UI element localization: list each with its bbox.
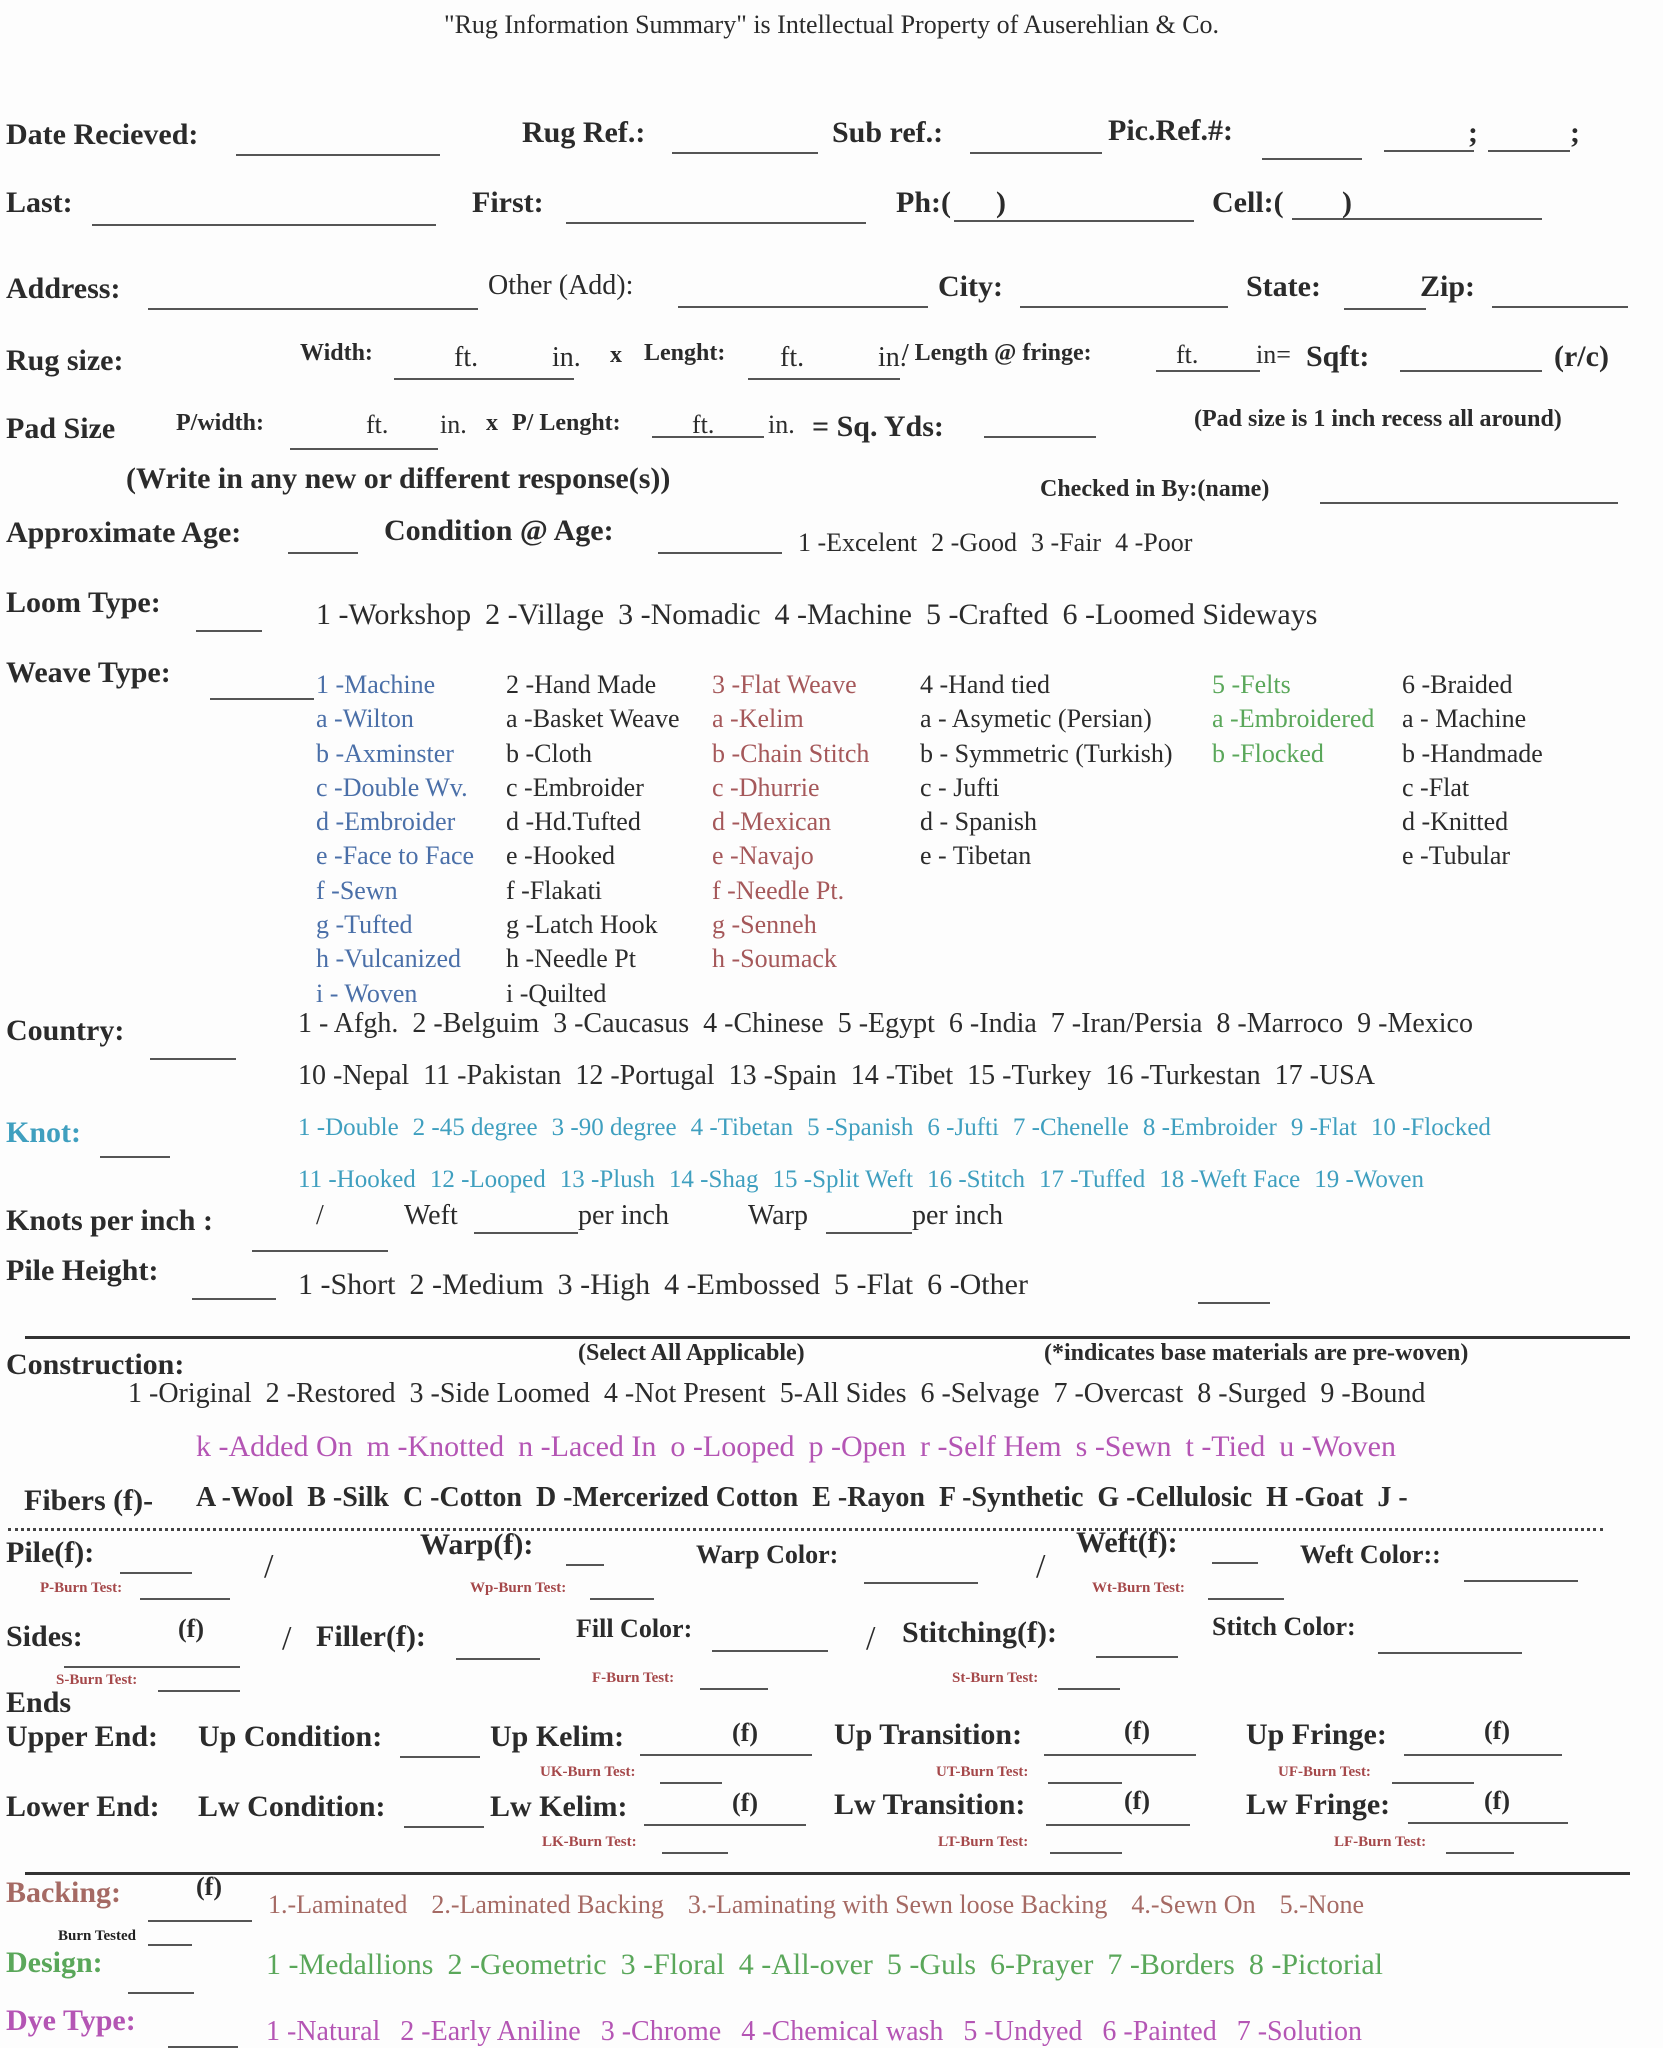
date-received-label: Date Recieved:	[6, 118, 199, 151]
up-transition-label: Up Transition:	[834, 1718, 1023, 1751]
condition-field[interactable]	[658, 552, 782, 554]
stitching-fiber-field[interactable]	[1096, 1656, 1178, 1658]
knots-per-inch-field[interactable]	[252, 1250, 388, 1252]
knot-field[interactable]	[100, 1156, 170, 1158]
design-label: Design:	[6, 1946, 103, 1979]
sub-ref-field[interactable]	[970, 152, 1102, 154]
loom-type-options	[316, 598, 1331, 632]
backing-options: 1.-Laminated 2.-Laminated Backing 3.-Laminating with Sewn loose Backing 4.-Sewn On 5.-None	[268, 1890, 1365, 1919]
up-condition-label: Up Condition:	[198, 1720, 383, 1753]
lf-burn-test-label: LF-Burn Test:	[1334, 1834, 1427, 1850]
knot-options-line2: 11 -Hooked 12 -Looped 13 -Plush 14 -Shag 15 -Split Weft 16 -Stitch 17 -Tuffed 18 -Weft Face 19 -Woven	[298, 1166, 1425, 1193]
weave-column-hand-tied: 4 -Hand tied a - Asymetic (Persian) b - Symmetric (Turkish) c - Jufti d - Spanish e - Tibetan	[920, 670, 1173, 871]
weave-column-flat-weave: 3 -Flat Weave a -Kelim b -Chain Stitch c -Dhurrie d -Mexican e -Navajo f -Needle Pt. g -Senneh h -Soumack	[712, 670, 870, 974]
width-ft-unit: ft.	[454, 342, 479, 373]
pile-height-label: Pile Height:	[6, 1254, 159, 1287]
fringe-in-unit: in=	[1256, 340, 1291, 369]
state-field[interactable]	[1344, 308, 1426, 310]
sq-yds-label: = Sq. Yds:	[812, 410, 944, 443]
lw-transition-field[interactable]	[1046, 1824, 1190, 1826]
up-kelim-label: Up Kelim:	[490, 1720, 625, 1753]
lk-burn-test-label: LK-Burn Test:	[542, 1834, 637, 1850]
pad-width-in-unit: in.	[440, 410, 467, 439]
stitching-burn-test-field[interactable]	[1058, 1688, 1120, 1690]
lw-kelim-field[interactable]	[644, 1824, 806, 1826]
sub-ref-label: Sub ref.:	[832, 116, 944, 149]
pic-ref-separator: ;	[1570, 116, 1580, 149]
warp-color-label: Warp Color:	[696, 1540, 839, 1569]
fringe-ft-unit: ft.	[1176, 340, 1199, 369]
weft-color-field[interactable]	[1464, 1580, 1578, 1582]
stitch-color-label: Stitch Color:	[1212, 1612, 1356, 1641]
pad-width-ft-unit: ft.	[366, 410, 389, 439]
cell-close-paren: )	[1342, 186, 1352, 219]
pile-height-field[interactable]	[192, 1298, 276, 1300]
sq-yds-field[interactable]	[984, 436, 1096, 438]
burn-tested-field[interactable]	[148, 1944, 192, 1946]
pad-size-label: Pad Size	[6, 412, 116, 445]
lw-fringe-field[interactable]	[1408, 1822, 1568, 1824]
zip-label: Zip:	[1420, 270, 1476, 303]
separator-slash: /	[866, 1620, 876, 1657]
up-fringe-label: Up Fringe:	[1246, 1718, 1387, 1751]
fibers-label: Fibers (f)-	[24, 1484, 154, 1517]
width-in-unit: in.	[552, 342, 581, 373]
fiber-options: A -Wool B -Silk C -Cotton D -Mercerized Cotton E -Rayon F -Synthetic G -Cellulosic H -Goat J -	[196, 1482, 1408, 1513]
warp-burn-test-label: Wp-Burn Test:	[470, 1580, 567, 1596]
pad-length-field[interactable]	[652, 436, 764, 438]
weave-column-machine: 1 -Machine a -Wilton b -Axminster c -Double Wv. d -Embroider e -Face to Face f -Sewn g -Tufted h -Vulcanized i - Woven	[316, 670, 475, 1008]
loom-option: 3 -Nomadic	[618, 598, 761, 631]
lw-fringe-fiber-marker: (f)	[1484, 1786, 1510, 1815]
cell-field[interactable]	[1292, 218, 1542, 220]
phone-label: Ph:(	[896, 186, 951, 219]
up-condition-field[interactable]	[400, 1756, 480, 1758]
weave-column-felts: 5 -Felts a -Embroidered b -Flocked	[1212, 670, 1375, 768]
address-label: Address:	[6, 272, 121, 305]
pile-burn-test-label: P-Burn Test:	[40, 1580, 123, 1596]
filler-fiber-field[interactable]	[456, 1658, 540, 1660]
length-label: Lenght:	[644, 340, 726, 366]
lw-kelim-fiber-marker: (f)	[732, 1788, 758, 1817]
up-fringe-fiber-marker: (f)	[1484, 1716, 1510, 1745]
backing-fiber-marker: (f)	[196, 1872, 222, 1901]
lower-end-label: Lower End:	[6, 1790, 160, 1823]
checked-in-field[interactable]	[1320, 502, 1618, 504]
other-address-field[interactable]	[678, 306, 928, 308]
phone-close-paren: )	[996, 186, 1006, 219]
weft-per-inch-field[interactable]	[474, 1232, 578, 1234]
first-name-field[interactable]	[566, 222, 866, 224]
weft-burn-test-label: Wt-Burn Test:	[1092, 1580, 1185, 1596]
dye-type-label: Dye Type:	[6, 2004, 136, 2037]
construction-options-line2: k -Added On m -Knotted n -Laced In o -Looped p -Open r -Self Hem s -Sewn t -Tied u -Woven	[196, 1430, 1396, 1463]
uf-burn-test-label: UF-Burn Test:	[1278, 1764, 1371, 1780]
phone-field[interactable]	[954, 220, 1194, 222]
loom-option: 2 -Village	[485, 598, 605, 631]
warp-per-inch-unit: per inch	[912, 1200, 1003, 1231]
backing-field[interactable]	[148, 1920, 252, 1922]
uk-burn-test-label: UK-Burn Test:	[540, 1764, 636, 1780]
loom-type-field[interactable]	[196, 630, 262, 632]
fill-color-label: Fill Color:	[576, 1614, 693, 1643]
times-sign: x	[486, 410, 498, 436]
construction-label: Construction:	[6, 1348, 185, 1381]
separator-slash: /	[282, 1620, 292, 1657]
loom-option: 1 -Workshop	[316, 598, 472, 631]
design-options: 1 -Medallions 2 -Geometric 3 -Floral 4 -All-over 5 -Guls 6-Prayer 7 -Borders 8 -Pictorial	[266, 1948, 1383, 1981]
rc-note: (r/c)	[1554, 340, 1609, 373]
pic-ref-field-1[interactable]	[1262, 158, 1362, 160]
dye-type-options: 1 -Natural 2 -Early Aniline 3 -Chrome 4 -Chemical wash 5 -Undyed 6 -Painted 7 -Solution	[266, 2016, 1362, 2047]
width-field[interactable]	[394, 378, 574, 380]
pre-woven-note: (*indicates base materials are pre-woven)	[1044, 1340, 1469, 1366]
weave-column-hand-made: 2 -Hand Made a -Basket Weave b -Cloth c -Embroider d -Hd.Tufted e -Hooked f -Flakati g -Latch Hook h -Needle Pt i -Quilted	[506, 670, 680, 1008]
up-kelim-fiber-marker: (f)	[732, 1718, 758, 1747]
address-field[interactable]	[148, 308, 478, 310]
sides-burn-test-field[interactable]	[158, 1690, 240, 1692]
section-divider	[25, 1872, 1630, 1875]
burn-tested-label: Burn Tested	[58, 1928, 136, 1944]
cell-label: Cell:(	[1212, 186, 1284, 219]
warp-per-inch-field[interactable]	[826, 1232, 912, 1234]
weft-fiber-label: Weft(f):	[1076, 1526, 1178, 1559]
warp-fiber-field[interactable]	[566, 1564, 604, 1566]
condition-option: 1 -Excelent	[798, 528, 918, 557]
zip-field[interactable]	[1492, 306, 1628, 308]
pad-length-ft-unit: ft.	[692, 410, 715, 439]
stitch-color-field[interactable]	[1378, 1652, 1522, 1654]
lw-fringe-label: Lw Fringe:	[1246, 1788, 1391, 1821]
sides-field[interactable]	[64, 1666, 240, 1668]
upper-end-label: Upper End:	[6, 1720, 158, 1753]
uk-burn-test-field[interactable]	[660, 1782, 722, 1784]
weave-type-label: Weave Type:	[6, 656, 171, 689]
weft-per-inch-unit: per inch	[578, 1200, 669, 1231]
loom-option: 6 -Loomed Sideways	[1062, 598, 1318, 631]
weft-burn-test-field[interactable]	[1208, 1598, 1284, 1600]
weft-fiber-field[interactable]	[1212, 1562, 1258, 1564]
loom-option: 4 -Machine	[774, 598, 912, 631]
lw-kelim-label: Lw Kelim:	[490, 1790, 628, 1823]
weft-color-label: Weft Color::	[1300, 1540, 1441, 1569]
width-label: Width:	[300, 340, 373, 366]
rug-ref-label: Rug Ref.:	[522, 116, 646, 149]
lt-burn-test-field[interactable]	[1050, 1852, 1122, 1854]
first-name-label: First:	[472, 186, 544, 219]
select-all-note: (Select All Applicable)	[578, 1340, 805, 1366]
dashed-divider	[8, 1528, 1603, 1531]
knots-per-inch-label: Knots per inch :	[6, 1204, 213, 1237]
stitching-fiber-label: Stitching(f):	[902, 1616, 1057, 1649]
lw-transition-label: Lw Transition:	[834, 1788, 1026, 1821]
length-field[interactable]	[748, 378, 900, 380]
document-title: "Rug Information Summary" is Intellectual Property of Auserehlian & Co.	[443, 10, 1220, 39]
length-fringe-label: / Length @ fringe:	[902, 340, 1092, 366]
other-address-label: Other (Add):	[488, 270, 634, 301]
pile-height-options: 1 -Short 2 -Medium 3 -High 4 -Embossed 5 -Flat 6 -Other	[298, 1268, 1028, 1301]
lw-transition-fiber-marker: (f)	[1124, 1786, 1150, 1815]
city-label: City:	[938, 270, 1003, 303]
pic-ref-field-2[interactable]	[1384, 150, 1474, 152]
fringe-field[interactable]	[1156, 370, 1260, 372]
fill-color-field[interactable]	[712, 1650, 828, 1652]
date-received-field[interactable]	[236, 154, 440, 156]
pile-fiber-field[interactable]	[120, 1572, 192, 1574]
checked-in-label: Checked in By:(name)	[1040, 476, 1270, 502]
country-options-line1: 1 - Afgh. 2 -Belguim 3 -Caucasus 4 -Chinese 5 -Egypt 6 -India 7 -Iran/Persia 8 -Marroco 9 -Mexico	[298, 1008, 1473, 1039]
country-field[interactable]	[150, 1058, 236, 1060]
up-transition-field[interactable]	[1044, 1754, 1196, 1756]
last-name-field[interactable]	[92, 224, 436, 226]
warp-label: Warp	[748, 1200, 808, 1231]
warp-burn-test-field[interactable]	[590, 1598, 654, 1600]
ends-heading: Ends	[6, 1686, 72, 1719]
pad-width-label: P/width:	[176, 410, 265, 436]
warp-fiber-label: Warp(f):	[420, 1528, 534, 1561]
length-in-unit: in.	[878, 342, 907, 373]
filler-burn-test-field[interactable]	[700, 1688, 768, 1690]
up-fringe-field[interactable]	[1404, 1754, 1562, 1756]
write-in-instruction: (Write in any new or different response(s))	[126, 462, 671, 495]
lk-burn-test-field[interactable]	[662, 1852, 728, 1854]
approximate-age-field[interactable]	[288, 552, 358, 554]
up-transition-fiber-marker: (f)	[1124, 1716, 1150, 1745]
rug-size-label: Rug size:	[6, 344, 124, 377]
up-kelim-field[interactable]	[640, 1754, 812, 1756]
design-field[interactable]	[128, 1992, 194, 1994]
sides-fiber-marker: (f)	[178, 1614, 204, 1643]
pile-burn-test-field[interactable]	[140, 1598, 230, 1600]
pile-height-other-field[interactable]	[1198, 1302, 1270, 1304]
condition-option: 2 -Good	[931, 528, 1018, 557]
separator-slash: /	[1036, 1548, 1046, 1585]
warp-color-field[interactable]	[864, 1582, 978, 1584]
lt-burn-test-label: LT-Burn Test:	[938, 1834, 1029, 1850]
pad-width-field[interactable]	[290, 448, 438, 450]
sides-burn-test-label: S-Burn Test:	[56, 1672, 138, 1688]
pic-ref-separator: ;	[1468, 116, 1478, 149]
knot-options-line1: 1 -Double 2 -45 degree 3 -90 degree 4 -Tibetan 5 -Spanish 6 -Jufti 7 -Chenelle 8 -Embroider 9 -Flat 10 -Flocked	[298, 1114, 1491, 1141]
approximate-age-label: Approximate Age:	[6, 516, 242, 549]
pic-ref-field-3[interactable]	[1488, 150, 1570, 152]
ut-burn-test-label: UT-Burn Test:	[936, 1764, 1029, 1780]
filler-burn-test-label: F-Burn Test:	[592, 1670, 675, 1686]
condition-option: 4 -Poor	[1115, 528, 1193, 557]
country-options-line2: 10 -Nepal 11 -Pakistan 12 -Portugal 13 -Spain 14 -Tibet 15 -Turkey 16 -Turkestan 17 -USA	[298, 1060, 1375, 1091]
condition-options	[798, 528, 1206, 558]
state-label: State:	[1246, 270, 1321, 303]
lw-condition-field[interactable]	[404, 1826, 484, 1828]
pad-size-note: (Pad size is 1 inch recess all around)	[1194, 406, 1562, 432]
loom-type-label: Loom Type:	[6, 586, 161, 619]
knot-label: Knot:	[6, 1116, 81, 1149]
weave-type-field[interactable]	[210, 698, 314, 700]
pic-ref-label: Pic.Ref.#:	[1108, 114, 1233, 147]
rug-ref-field[interactable]	[672, 152, 818, 154]
length-ft-unit: ft.	[780, 342, 805, 373]
separator-slash: /	[264, 1548, 274, 1585]
times-sign: x	[610, 342, 622, 368]
weft-label: Weft	[404, 1200, 458, 1231]
section-divider	[25, 1336, 1630, 1339]
lw-condition-label: Lw Condition:	[198, 1790, 386, 1823]
weave-column-braided: 6 -Braided a - Machine b -Handmade c -Flat d -Knitted e -Tubular	[1402, 670, 1543, 871]
pad-length-in-unit: in.	[768, 410, 795, 439]
loom-option: 5 -Crafted	[926, 598, 1049, 631]
uf-burn-test-field[interactable]	[1392, 1782, 1474, 1784]
filler-fiber-label: Filler(f):	[316, 1620, 426, 1653]
country-label: Country:	[6, 1014, 125, 1047]
ut-burn-test-field[interactable]	[1048, 1782, 1122, 1784]
condition-label: Condition @ Age:	[384, 514, 614, 547]
city-field[interactable]	[1020, 306, 1228, 308]
pile-fiber-label: Pile(f):	[6, 1536, 95, 1569]
pad-length-label: P/ Lenght:	[512, 410, 621, 436]
sqft-field[interactable]	[1400, 370, 1542, 372]
backing-label: Backing:	[6, 1876, 122, 1909]
condition-option: 3 -Fair	[1031, 528, 1102, 557]
construction-options-line1: 1 -Original 2 -Restored 3 -Side Loomed 4 -Not Present 5-All Sides 6 -Selvage 7 -Overcast 8 -Surged 9 -Bound	[128, 1378, 1426, 1409]
kpi-slash: /	[316, 1200, 324, 1231]
last-name-label: Last:	[6, 186, 73, 219]
stitching-burn-test-label: St-Burn Test:	[952, 1670, 1039, 1686]
lf-burn-test-field[interactable]	[1446, 1852, 1514, 1854]
sides-label: Sides:	[6, 1620, 83, 1653]
sqft-label: Sqft:	[1306, 340, 1370, 373]
